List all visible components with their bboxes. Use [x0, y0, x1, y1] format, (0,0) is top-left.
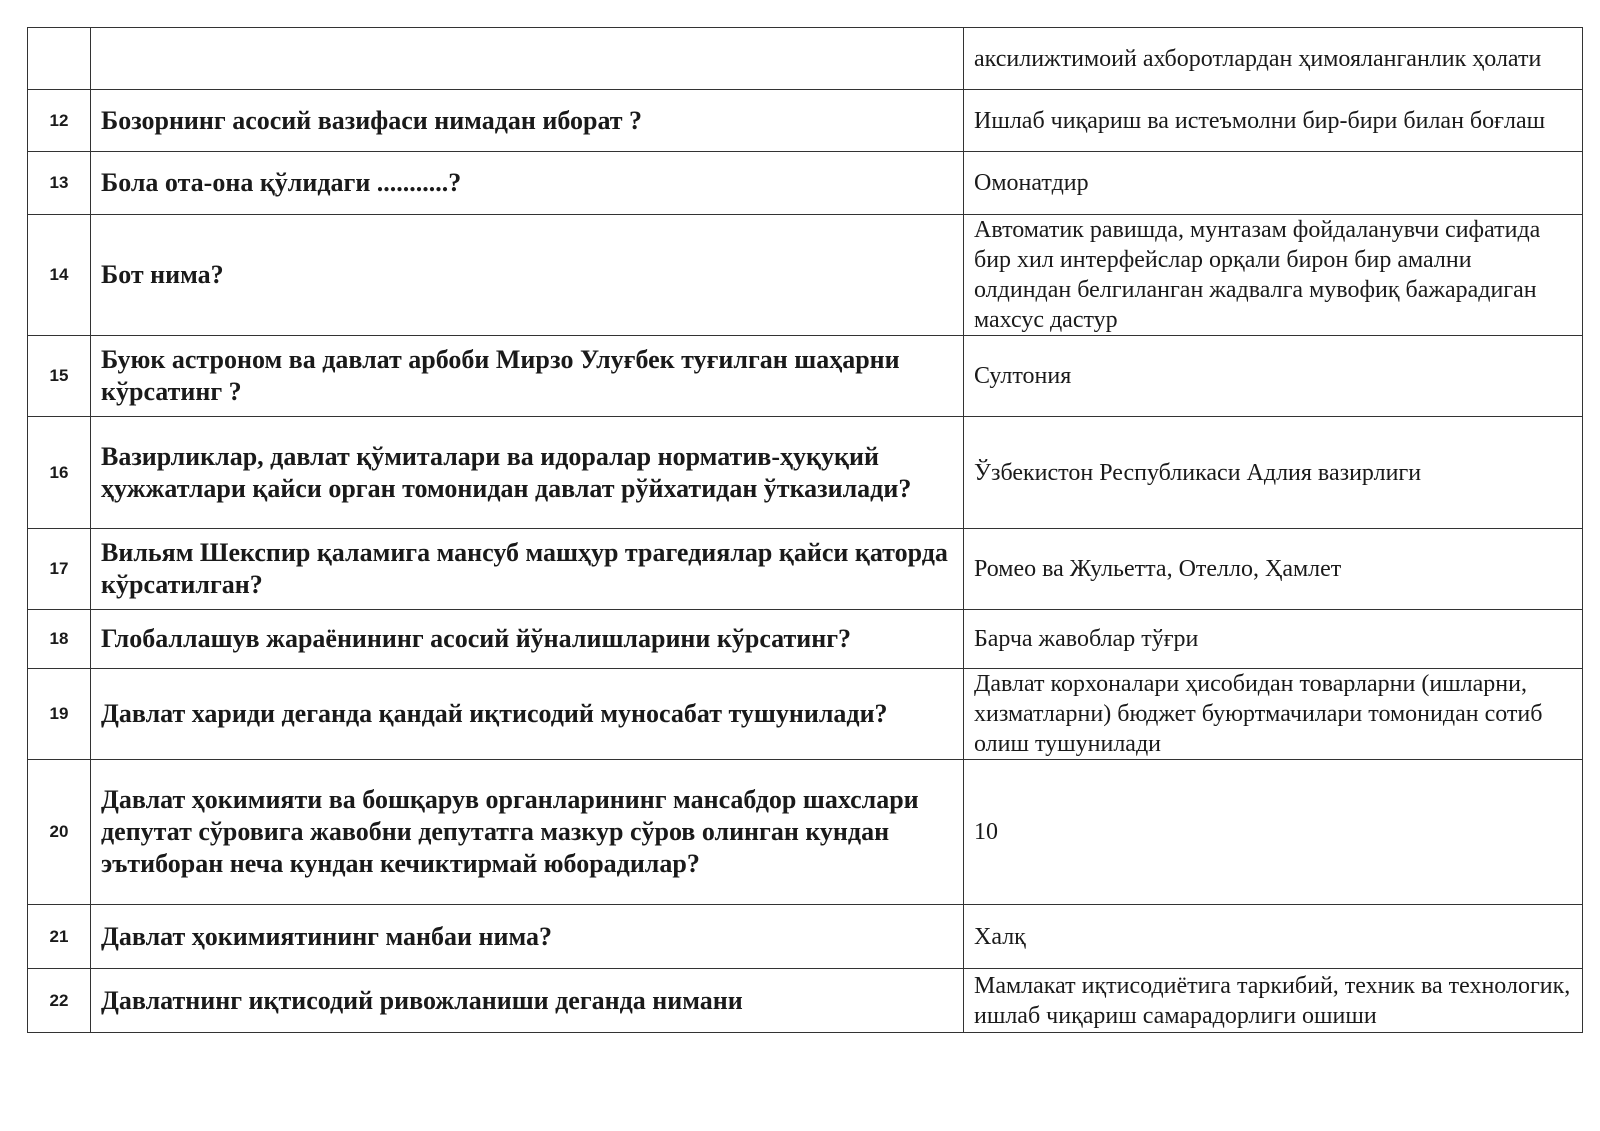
- row-number: 18: [28, 610, 91, 669]
- question-cell: Бозорнинг асосий вазифаси нимадан иборат ?: [91, 90, 964, 152]
- row-number: [28, 28, 91, 90]
- answer-cell: Автоматик равишда, мунтазам фойдаланувчи сифатида бир хил интерфейслар орқали бирон бир амални олдиндан белгиланган жадвалга мувофиқ бажарадиган махсус дастур: [964, 215, 1583, 336]
- row-number: 13: [28, 152, 91, 215]
- table-row: [28, 28, 1583, 90]
- answer-cell: Ромео ва Жульетта, Отелло, Ҳамлет: [964, 529, 1583, 610]
- question-cell: Давлат хариди деганда қандай иқтисодий муносабат тушунилади?: [91, 669, 964, 760]
- answer-cell: Омонатдир: [964, 152, 1583, 215]
- table-row: [28, 669, 1583, 760]
- question-cell: Бола ота-она қўлидаги ...........?: [91, 152, 964, 215]
- answer-cell: Ўзбекистон Республикаси Адлия вазирлиги: [964, 417, 1583, 529]
- row-number: 17: [28, 529, 91, 610]
- row-number: 15: [28, 336, 91, 417]
- table-row: [28, 336, 1583, 417]
- answer-cell: Мамлакат иқтисодиётига таркибий, техник ва технологик, ишлаб чиқариш самарадорлиги ошиши: [964, 969, 1583, 1033]
- table-row: [28, 215, 1583, 336]
- table-row: [28, 760, 1583, 905]
- answer-cell: Султония: [964, 336, 1583, 417]
- answer-cell: Давлат корхоналари ҳисобидан товарларни (ишларни, хизматларни) бюджет буюртмачилари томонидан сотиб олиш тушунилади: [964, 669, 1583, 760]
- row-number: 22: [28, 969, 91, 1033]
- answer-cell: аксилижтимоий ахборотлардан ҳимояланганлик ҳолати: [964, 28, 1583, 90]
- question-cell: Буюк астроном ва давлат арбоби Мирзо Улуғбек туғилган шаҳарни кўрсатинг ?: [91, 336, 964, 417]
- question-cell: Бот нима?: [91, 215, 964, 336]
- table-row: [28, 969, 1583, 1033]
- table-row: [28, 90, 1583, 152]
- row-number: 20: [28, 760, 91, 905]
- question-cell: Давлат ҳокимияти ва бошқарув органларининг мансабдор шахслари депутат сўровига жавобни депутатга мазкур сўров олинган кундан эътиборан неча кундан кечиктирмай юборадилар?: [91, 760, 964, 905]
- table-row: [28, 905, 1583, 969]
- answer-cell: Халқ: [964, 905, 1583, 969]
- question-cell: Давлатнинг иқтисодий ривожланиши деганда нимани: [91, 969, 964, 1033]
- row-number: 14: [28, 215, 91, 336]
- table-row: [28, 529, 1583, 610]
- question-cell: Вазирликлар, давлат қўмиталари ва идоралар норматив-ҳуқуқий ҳужжатлари қайси орган томонидан давлат рўйхатидан ўтказилади?: [91, 417, 964, 529]
- row-number: 21: [28, 905, 91, 969]
- qa-table: [27, 27, 1583, 1033]
- row-number: 16: [28, 417, 91, 529]
- table-row: [28, 610, 1583, 669]
- question-cell: Давлат ҳокимиятининг манбаи нима?: [91, 905, 964, 969]
- answer-cell: Ишлаб чиқариш ва истеъмолни бир-бири билан боғлаш: [964, 90, 1583, 152]
- table-row: [28, 152, 1583, 215]
- answer-cell: Барча жавоблар тўғри: [964, 610, 1583, 669]
- question-cell: [91, 28, 964, 90]
- row-number: 12: [28, 90, 91, 152]
- question-cell: Глобаллашув жараёнининг асосий йўналишларини кўрсатинг?: [91, 610, 964, 669]
- row-number: 19: [28, 669, 91, 760]
- table-row: [28, 417, 1583, 529]
- answer-cell: 10: [964, 760, 1583, 905]
- question-cell: Вильям Шекспир қаламига мансуб машҳур трагедиялар қайси қаторда кўрсатилган?: [91, 529, 964, 610]
